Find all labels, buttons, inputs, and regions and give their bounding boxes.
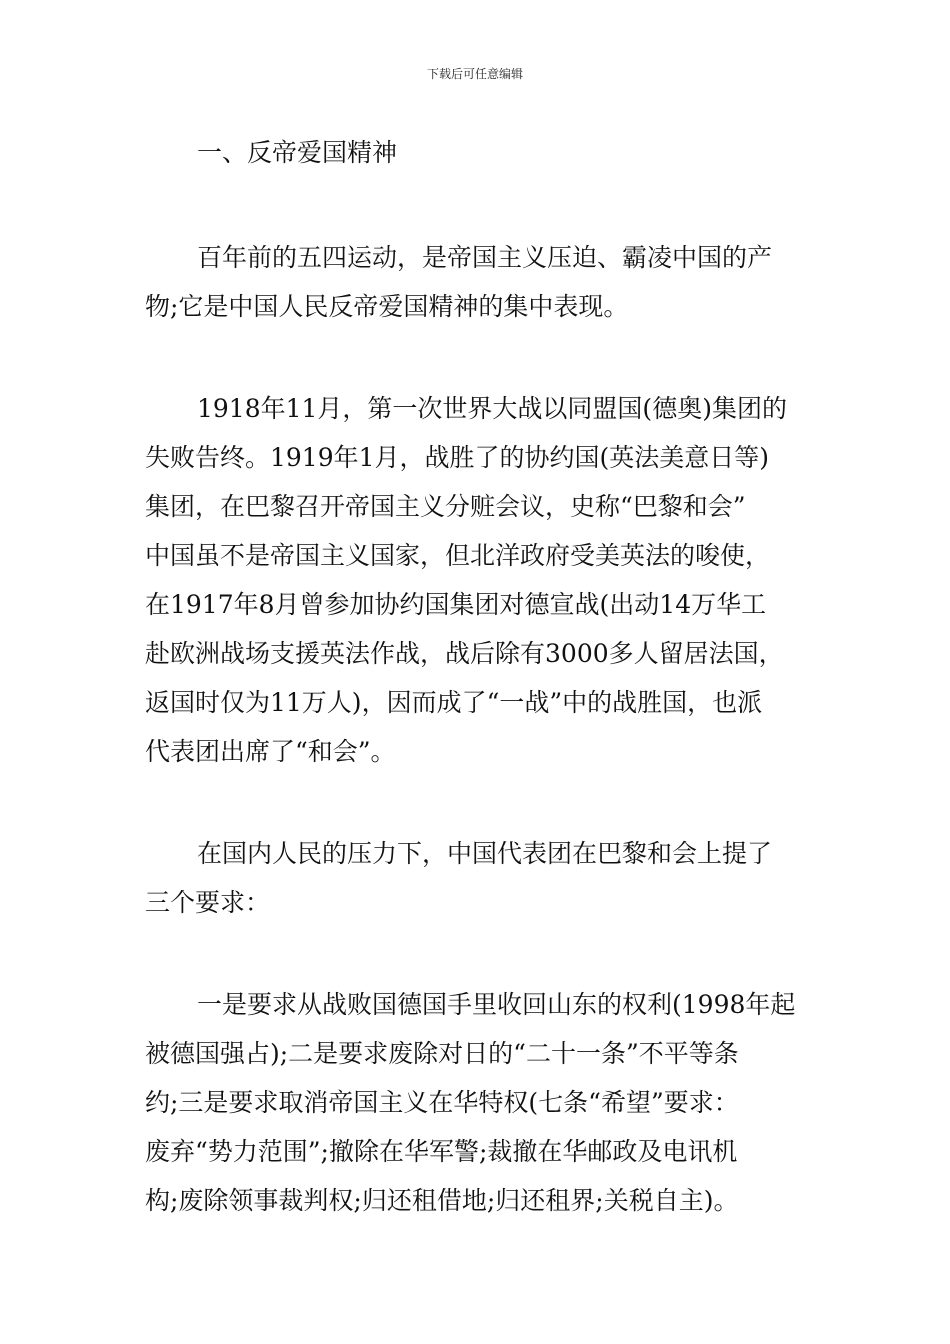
paragraph-2 <box>145 384 810 776</box>
paragraph-3 <box>145 829 810 927</box>
paragraph-4 <box>145 980 810 1225</box>
paragraph-line: 返国时仅为11万人)，因而成了“一战”中的战胜国，也派 <box>145 688 763 717</box>
document-body <box>145 128 810 1225</box>
paragraph-line: 在1917年8月曾参加协约国集团对德宣战(出动14万华工 <box>145 590 767 619</box>
section-heading: 一、反帝爱国精神 <box>197 138 398 167</box>
paragraph-line: 约;三是要求取消帝国主义在华特权(七条“希望”要求： <box>145 1088 739 1117</box>
paragraph-line: 赴欧洲战场支援英法作战，战后除有3000多人留居法国， <box>145 639 784 668</box>
paragraph-line: 集团，在巴黎召开帝国主义分赃会议，史称“巴黎和会” <box>145 492 746 521</box>
paragraph-line: 构;废除领事裁判权;归还租借地;归还租界;关税自主)。 <box>145 1186 739 1215</box>
paragraph-line: 失败告终。1919年1月，战胜了的协约国(英法美意日等) <box>145 443 770 472</box>
paragraph-line: 三个要求： <box>145 888 271 917</box>
paragraph-line: 中国虽不是帝国主义国家，但北洋政府受美英法的唆使， <box>145 541 771 570</box>
paragraph-line: 废弃“势力范围”;撤除在华军警;裁撤在华邮政及电讯机 <box>145 1137 738 1166</box>
page-header: 下载后可任意编辑 <box>426 67 523 81</box>
paragraph-line: 代表团出席了“和会”。 <box>145 737 396 766</box>
paragraph-line: 一是要求从战败国德国手里收回山东的权利(1998年起 <box>197 990 796 1019</box>
paragraph-line: 被德国强占);二是要求废除对日的“二十一条”不平等条 <box>145 1039 739 1068</box>
paragraph-line: 在国内人民的压力下，中国代表团在巴黎和会上提了 <box>197 839 773 868</box>
paragraph-1 <box>145 233 810 331</box>
paragraph-line: 1918年11月，第一次世界大战以同盟国(德奥)集团的 <box>197 394 787 423</box>
paragraph-line: 物;它是中国人民反帝爱国精神的集中表现。 <box>145 292 629 321</box>
paragraph-line: 百年前的五四运动，是帝国主义压迫、霸凌中国的产 <box>197 243 773 272</box>
